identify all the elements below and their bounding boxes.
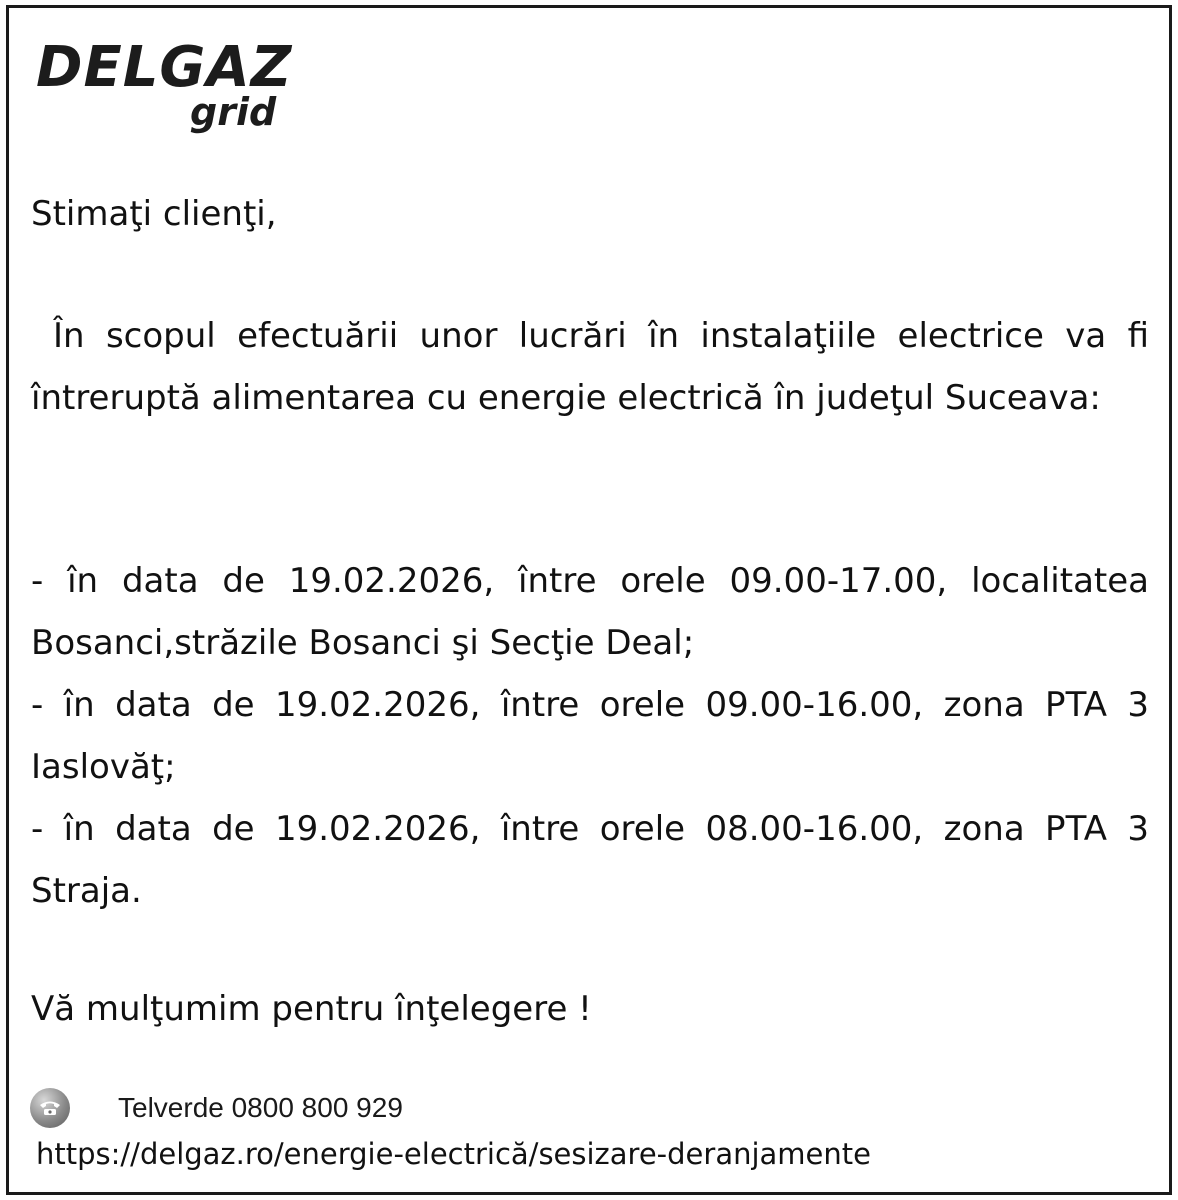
logo-wordmark: DELGAZ <box>36 35 293 100</box>
closing-thanks: Vă mulţumim pentru înţelegere ! <box>31 989 592 1029</box>
phone-number: Telverde 0800 800 929 <box>118 1092 403 1123</box>
delgaz-grid-logo <box>30 35 300 140</box>
phone-contact <box>30 1086 403 1130</box>
intro-paragraph: În scopul efectuării unor lucrări în instalaţiile electrice va fi întreruptă alimentarea cu energie electrică în judeţul Suceava: <box>31 316 1149 418</box>
logo-subtitle: grid <box>190 90 277 134</box>
phone-icon <box>30 1088 70 1128</box>
outage-list <box>31 550 1149 922</box>
greeting: Stimaţi clienţi, <box>31 194 277 234</box>
outage-report-link[interactable]: https://delgaz.ro/energie-electrică/sesizare-deranjamente <box>36 1137 871 1171</box>
outage-item-bosanci: - în data de 19.02.2026, între orele 09.00-17.00, localitatea Bosanci,străzile Bosanci şi Secţie Deal; <box>31 561 1149 663</box>
outage-item-iaslovat: - în data de 19.02.2026, între orele 09.00-16.00, zona PTA 3 Iaslovăţ; <box>31 685 1149 787</box>
outage-item-straja: - în data de 19.02.2026, între orele 08.00-16.00, zona PTA 3 Straja. <box>31 809 1149 911</box>
